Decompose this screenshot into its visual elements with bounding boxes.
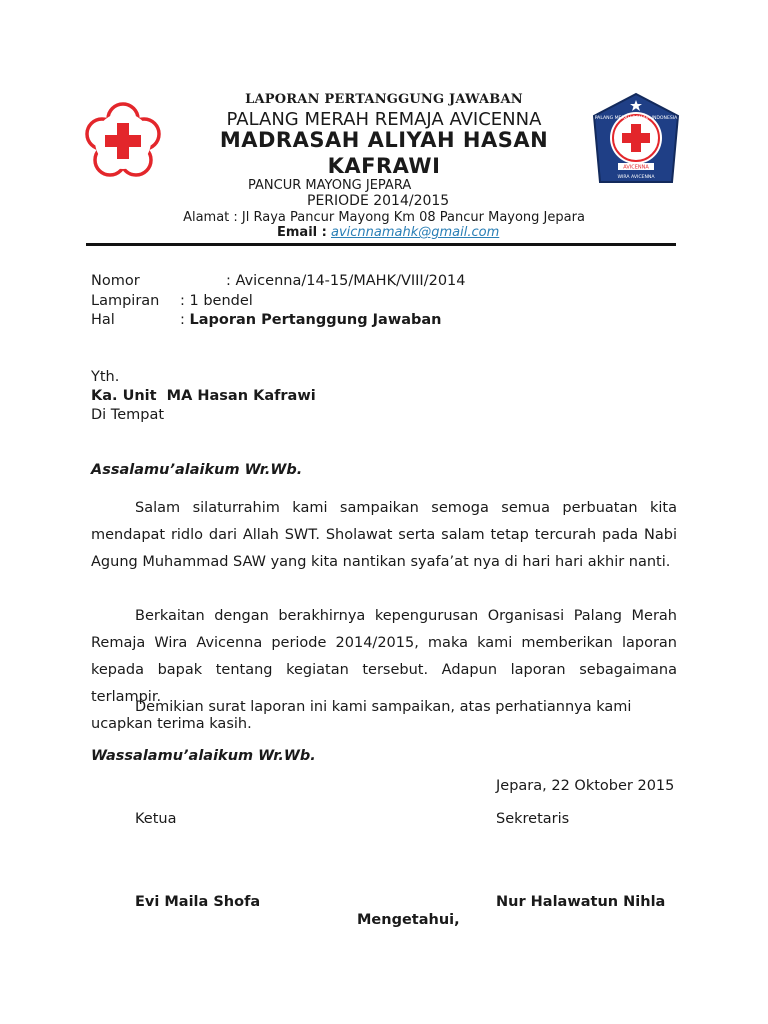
- org-name: PALANG MERAH REMAJA AVICENNA: [226, 109, 542, 130]
- closing-greeting: Wassalamu’alaikum Wr.Wb.: [91, 748, 316, 764]
- left-signer-name: Evi Maila Shofa: [135, 894, 261, 910]
- lampiran-value: : 1 bendel: [180, 293, 253, 309]
- left-signer-role: Ketua: [135, 811, 177, 827]
- right-signer-role: Sekretaris: [496, 811, 570, 827]
- header-divider: [86, 243, 676, 246]
- paragraph-3: Demikian surat laporan ini kami sampaikan, atas perhatiannya kami ucapkan terima kasih.: [91, 699, 632, 732]
- nomor-value: : Avicenna/14-15/MAHK/VIII/2014: [226, 273, 466, 289]
- email-label: Email :: [277, 225, 327, 240]
- emblem-bottom-text: WIRA AVICENNA: [617, 175, 655, 180]
- school-name-line2: KAFRAWI: [327, 154, 441, 178]
- lampiran-label: Lampiran: [91, 293, 160, 309]
- emblem-top-text: PALANG MERAH REMAJA INDONESIA: [594, 116, 678, 121]
- hal-value: Laporan Pertanggung Jawaban: [189, 312, 442, 328]
- paragraph-2: Berkaitan dengan berakhirnya kepengurusan Organisasi Palang Merah Remaja Wira Avicenna periode 2014/2015, maka kami memberikan laporan kepada bapak tentang kegiatan tersebut. Adapun laporan sebagaimana terlampir.: [91, 608, 677, 705]
- letter-date: Jepara, 22 Oktober 2015: [496, 778, 675, 794]
- paragraph-1: Salam silaturrahim kami sampaikan semoga semua perbuatan kita mendapat ridlo dari Allah SWT. Sholawat serta salam tetap tercurah pada Nabi Agung Muhammad SAW yang kita nantikan syafa’at nya di hari hari akhir nanti.: [91, 500, 677, 570]
- nomor-label: Nomor: [91, 273, 140, 289]
- email-line: [277, 225, 499, 240]
- recipient-name: Ka. Unit MA Hasan Kafrawi: [91, 388, 316, 404]
- period-line: PERIODE 2014/2015: [307, 193, 450, 209]
- hal-row: : Laporan Pertanggung Jawaban: [180, 312, 442, 328]
- email-link[interactable]: avicnnamahk@gmail.com: [330, 225, 500, 240]
- report-title: LAPORAN PERTANGGUNG JAWABAN: [245, 92, 523, 107]
- hal-label: Hal: [91, 312, 115, 328]
- opening-greeting: Assalamu’alaikum Wr.Wb.: [91, 462, 303, 478]
- emblem-ribbon-text: AVICENNA: [623, 164, 649, 171]
- recipient-yth: Yth.: [91, 369, 120, 385]
- school-name-line1: MADRASAH ALIYAH HASAN: [219, 128, 549, 152]
- location-line: PANCUR MAYONG JEPARA: [248, 178, 412, 193]
- acknowledged-label: Mengetahui,: [357, 912, 460, 928]
- address-line: Alamat : Jl Raya Pancur Mayong Km 08 Pancur Mayong Jepara: [183, 210, 585, 225]
- right-signer-name: Nur Halawatun Nihla: [496, 894, 666, 910]
- recipient-place: Di Tempat: [91, 407, 165, 423]
